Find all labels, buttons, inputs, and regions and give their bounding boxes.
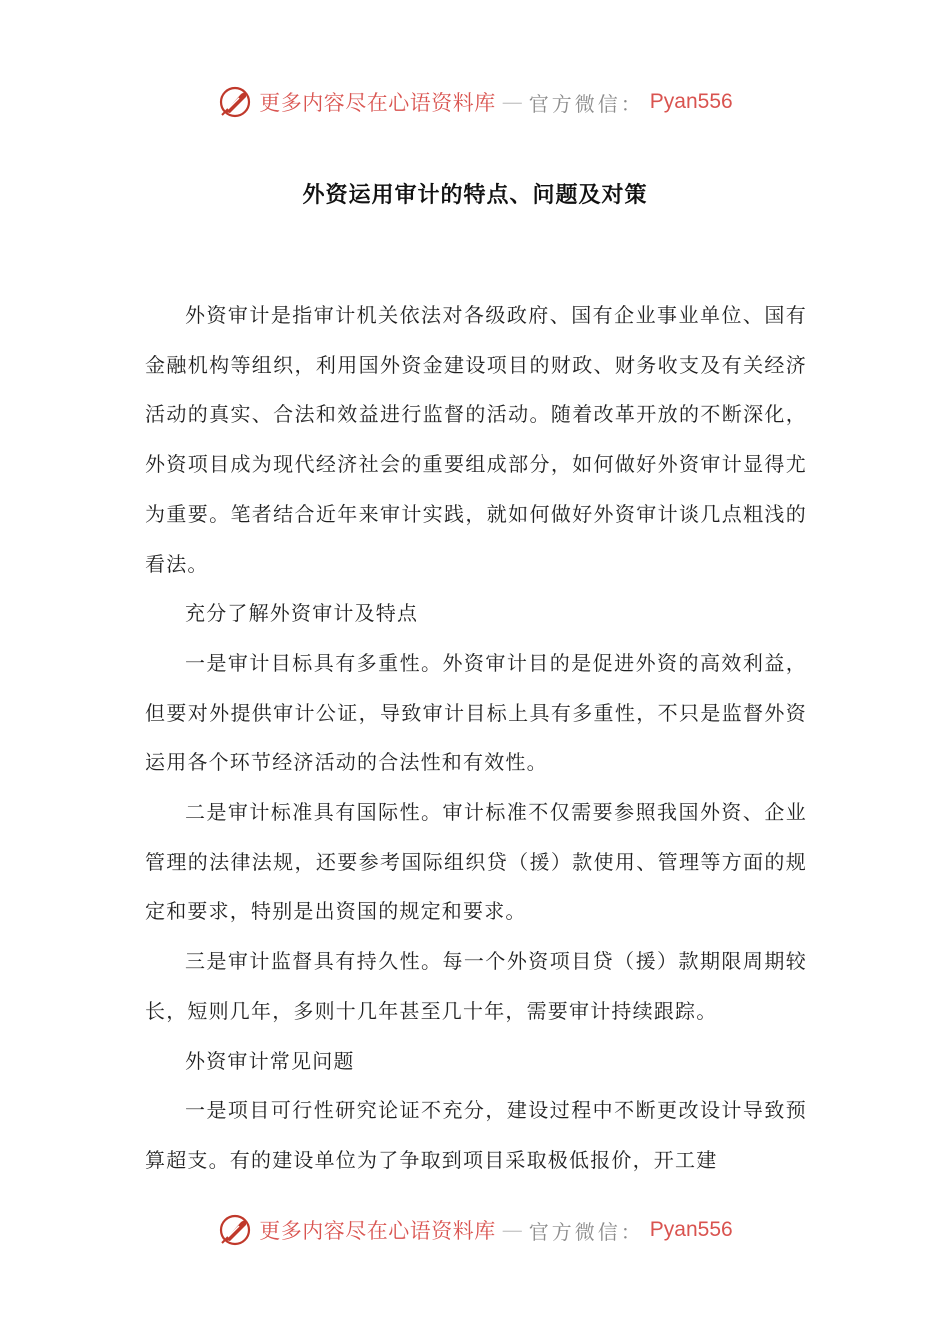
banner-wechat-label: 官方微信： — [528, 91, 644, 116]
section-heading-features: 充分了解外资审计及特点 — [185, 601, 419, 626]
banner-separator: — — [501, 90, 523, 114]
banner-brand-text: 更多内容尽在心语资料库 — [259, 1219, 496, 1243]
document-title: 外资运用审计的特点、问题及对策 — [302, 183, 648, 208]
banner-brand-text: 更多内容尽在心语资料库 — [259, 91, 496, 115]
banner-wechat-id: Pyan556 — [649, 1218, 733, 1241]
paragraph-intro: 外资审计是指审计机关依法对各级政府、国有企业事业单位、国有金融机构等组织，利用国外资金建设项目的财政、财务收支及有关经济活动的真实、合法和效益进行监督的活动。随着改革开放的不断深化，外资项目成为现代经济社会的重要组成部分，如何做好外资审计显得尤为重要。笔者结合近年来审计实践，就如何做好外资审计谈几点粗浅的看法。 — [145, 303, 807, 576]
paragraph-problem-1: 一是项目可行性研究论证不充分，建设过程中不断更改设计导致预算超支。有的建设单位为了争取到项目采取极低报价，开工建 — [145, 1098, 807, 1172]
paragraph-feature-3: 三是审计监督具有持久性。每一个外资项目贷（援）款期限周期较长，短则几年，多则十几年甚至几十年，需要审计持续跟踪。 — [145, 949, 807, 1023]
banner-wechat-label: 官方微信： — [528, 1219, 644, 1244]
quill-pen-logo-icon — [217, 84, 253, 120]
paragraph-feature-2: 二是审计标准具有国际性。审计标准不仅需要参照我国外资、企业管理的法律法规，还要参考国际组织贷（援）款使用、管理等方面的规定和要求，特别是出资国的规定和要求。 — [145, 800, 807, 924]
banner-separator: — — [501, 1218, 523, 1242]
quill-pen-logo-icon — [217, 1212, 253, 1248]
banner-wechat-id: Pyan556 — [649, 90, 733, 113]
document-body — [145, 291, 807, 1186]
paragraph-feature-1: 一是审计目标具有多重性。外资审计目的是促进外资的高效利益，但要对外提供审计公证，导致审计目标上具有多重性，不只是监督外资运用各个环节经济活动的合法性和有效性。 — [145, 650, 807, 775]
header-watermark-banner — [0, 80, 950, 124]
footer-watermark-banner — [0, 1208, 950, 1252]
section-heading-problems: 外资审计常见问题 — [185, 1048, 355, 1073]
